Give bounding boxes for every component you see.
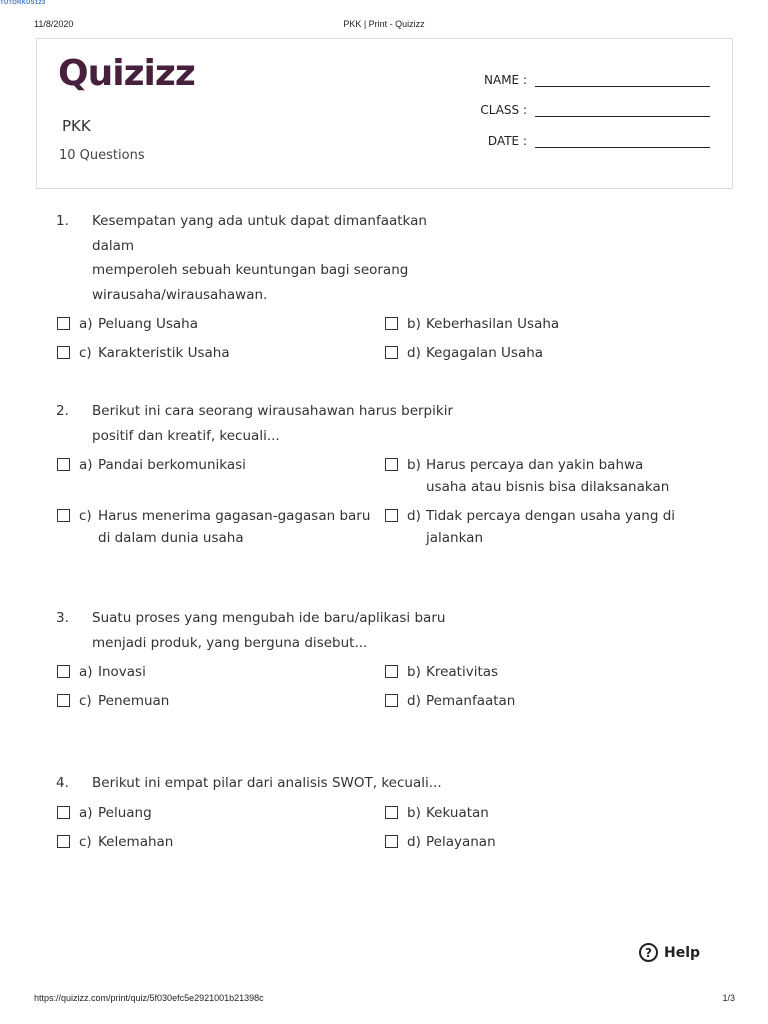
date-label: DATE : (487, 134, 527, 148)
class-label: CLASS : (480, 103, 527, 117)
footer-url: https://quizizz.com/print/quiz/5f030efc5e2921001b21398c (34, 993, 264, 1003)
checkbox[interactable] (385, 835, 398, 848)
quiz-header (36, 38, 733, 189)
option-d[interactable]: d) Tidak percaya dengan usaha yang di jalankan (385, 505, 676, 549)
option-b[interactable]: b) Keberhasilan Usaha (385, 313, 686, 335)
question-3 (56, 606, 716, 721)
quiz-title: PKK (62, 117, 91, 135)
option-c[interactable]: c) Penemuan (57, 690, 358, 712)
question-2 (56, 399, 716, 544)
name-line (535, 73, 710, 87)
question-text: Kesempatan yang ada untuk dapat dimanfaatkan dalam memperoleh sebuah keuntungan bagi seorang wirausaha/wirausahawan. (92, 213, 427, 303)
question-4 (56, 771, 716, 862)
checkbox[interactable] (57, 806, 70, 819)
option-c[interactable]: c) Harus menerima gagasan-gagasan baru di dalam dunia usaha (57, 505, 383, 549)
option-d[interactable]: d) Kegagalan Usaha (385, 342, 686, 364)
help-button[interactable] (639, 943, 700, 962)
checkbox[interactable] (57, 317, 70, 330)
checkbox[interactable] (57, 509, 70, 522)
option-a[interactable]: a) Pandai berkomunikasi (57, 454, 358, 476)
checkbox[interactable] (385, 509, 398, 522)
page-number: 1/3 (722, 993, 735, 1003)
question-text: Berikut ini empat pilar dari analisis SWOT, kecuali... (92, 775, 442, 791)
option-c[interactable]: c) Kelemahan (57, 831, 358, 853)
question-text: Berikut ini cara seorang wirausahawan harus berpikir positif dan kreatif, kecuali... (92, 403, 453, 444)
question-number: 2. (56, 403, 69, 419)
name-field (445, 73, 710, 87)
option-a[interactable]: a) Peluang Usaha (57, 313, 358, 335)
checkbox[interactable] (385, 694, 398, 707)
checkbox[interactable] (57, 346, 70, 359)
print-date: 11/8/2020 (34, 19, 74, 29)
checkbox[interactable] (57, 458, 70, 471)
question-1 (56, 209, 716, 373)
checkbox[interactable] (385, 806, 398, 819)
checkbox[interactable] (385, 346, 398, 359)
checkbox[interactable] (57, 665, 70, 678)
option-b[interactable]: b) Kreativitas (385, 661, 686, 683)
option-c[interactable]: c) Karakteristik Usaha (57, 342, 358, 364)
checkbox[interactable] (385, 317, 398, 330)
checkbox[interactable] (385, 458, 398, 471)
checkbox[interactable] (57, 694, 70, 707)
watermark-text: TUTORKUS123 (0, 0, 46, 6)
option-d[interactable]: d) Pemanfaatan (385, 690, 686, 712)
help-label: Help (664, 944, 701, 961)
checkbox[interactable] (385, 665, 398, 678)
date-field (445, 134, 710, 148)
print-title: PKK | Print - Quizizz (343, 19, 425, 29)
question-count: 10 Questions (59, 148, 145, 163)
question-number: 1. (56, 213, 69, 229)
question-text: Suatu proses yang mengubah ide baru/aplikasi baru menjadi produk, yang berguna disebut... (92, 610, 446, 651)
option-b[interactable]: b) Kekuatan (385, 802, 686, 824)
question-circle-icon: ? (639, 943, 658, 962)
option-a[interactable]: a) Peluang (57, 802, 358, 824)
class-line (535, 103, 710, 117)
date-line (535, 134, 710, 148)
option-a[interactable]: a) Inovasi (57, 661, 358, 683)
checkbox[interactable] (57, 835, 70, 848)
question-number: 3. (56, 610, 69, 626)
question-number: 4. (56, 775, 69, 791)
quizizz-logo: Quizizz (58, 53, 195, 94)
name-label: NAME : (484, 73, 527, 87)
option-d[interactable]: d) Pelayanan (385, 831, 686, 853)
option-b[interactable]: b) Harus percaya dan yakin bahwa usaha atau bisnis bisa dilaksanakan (385, 454, 688, 498)
class-field (445, 103, 710, 117)
